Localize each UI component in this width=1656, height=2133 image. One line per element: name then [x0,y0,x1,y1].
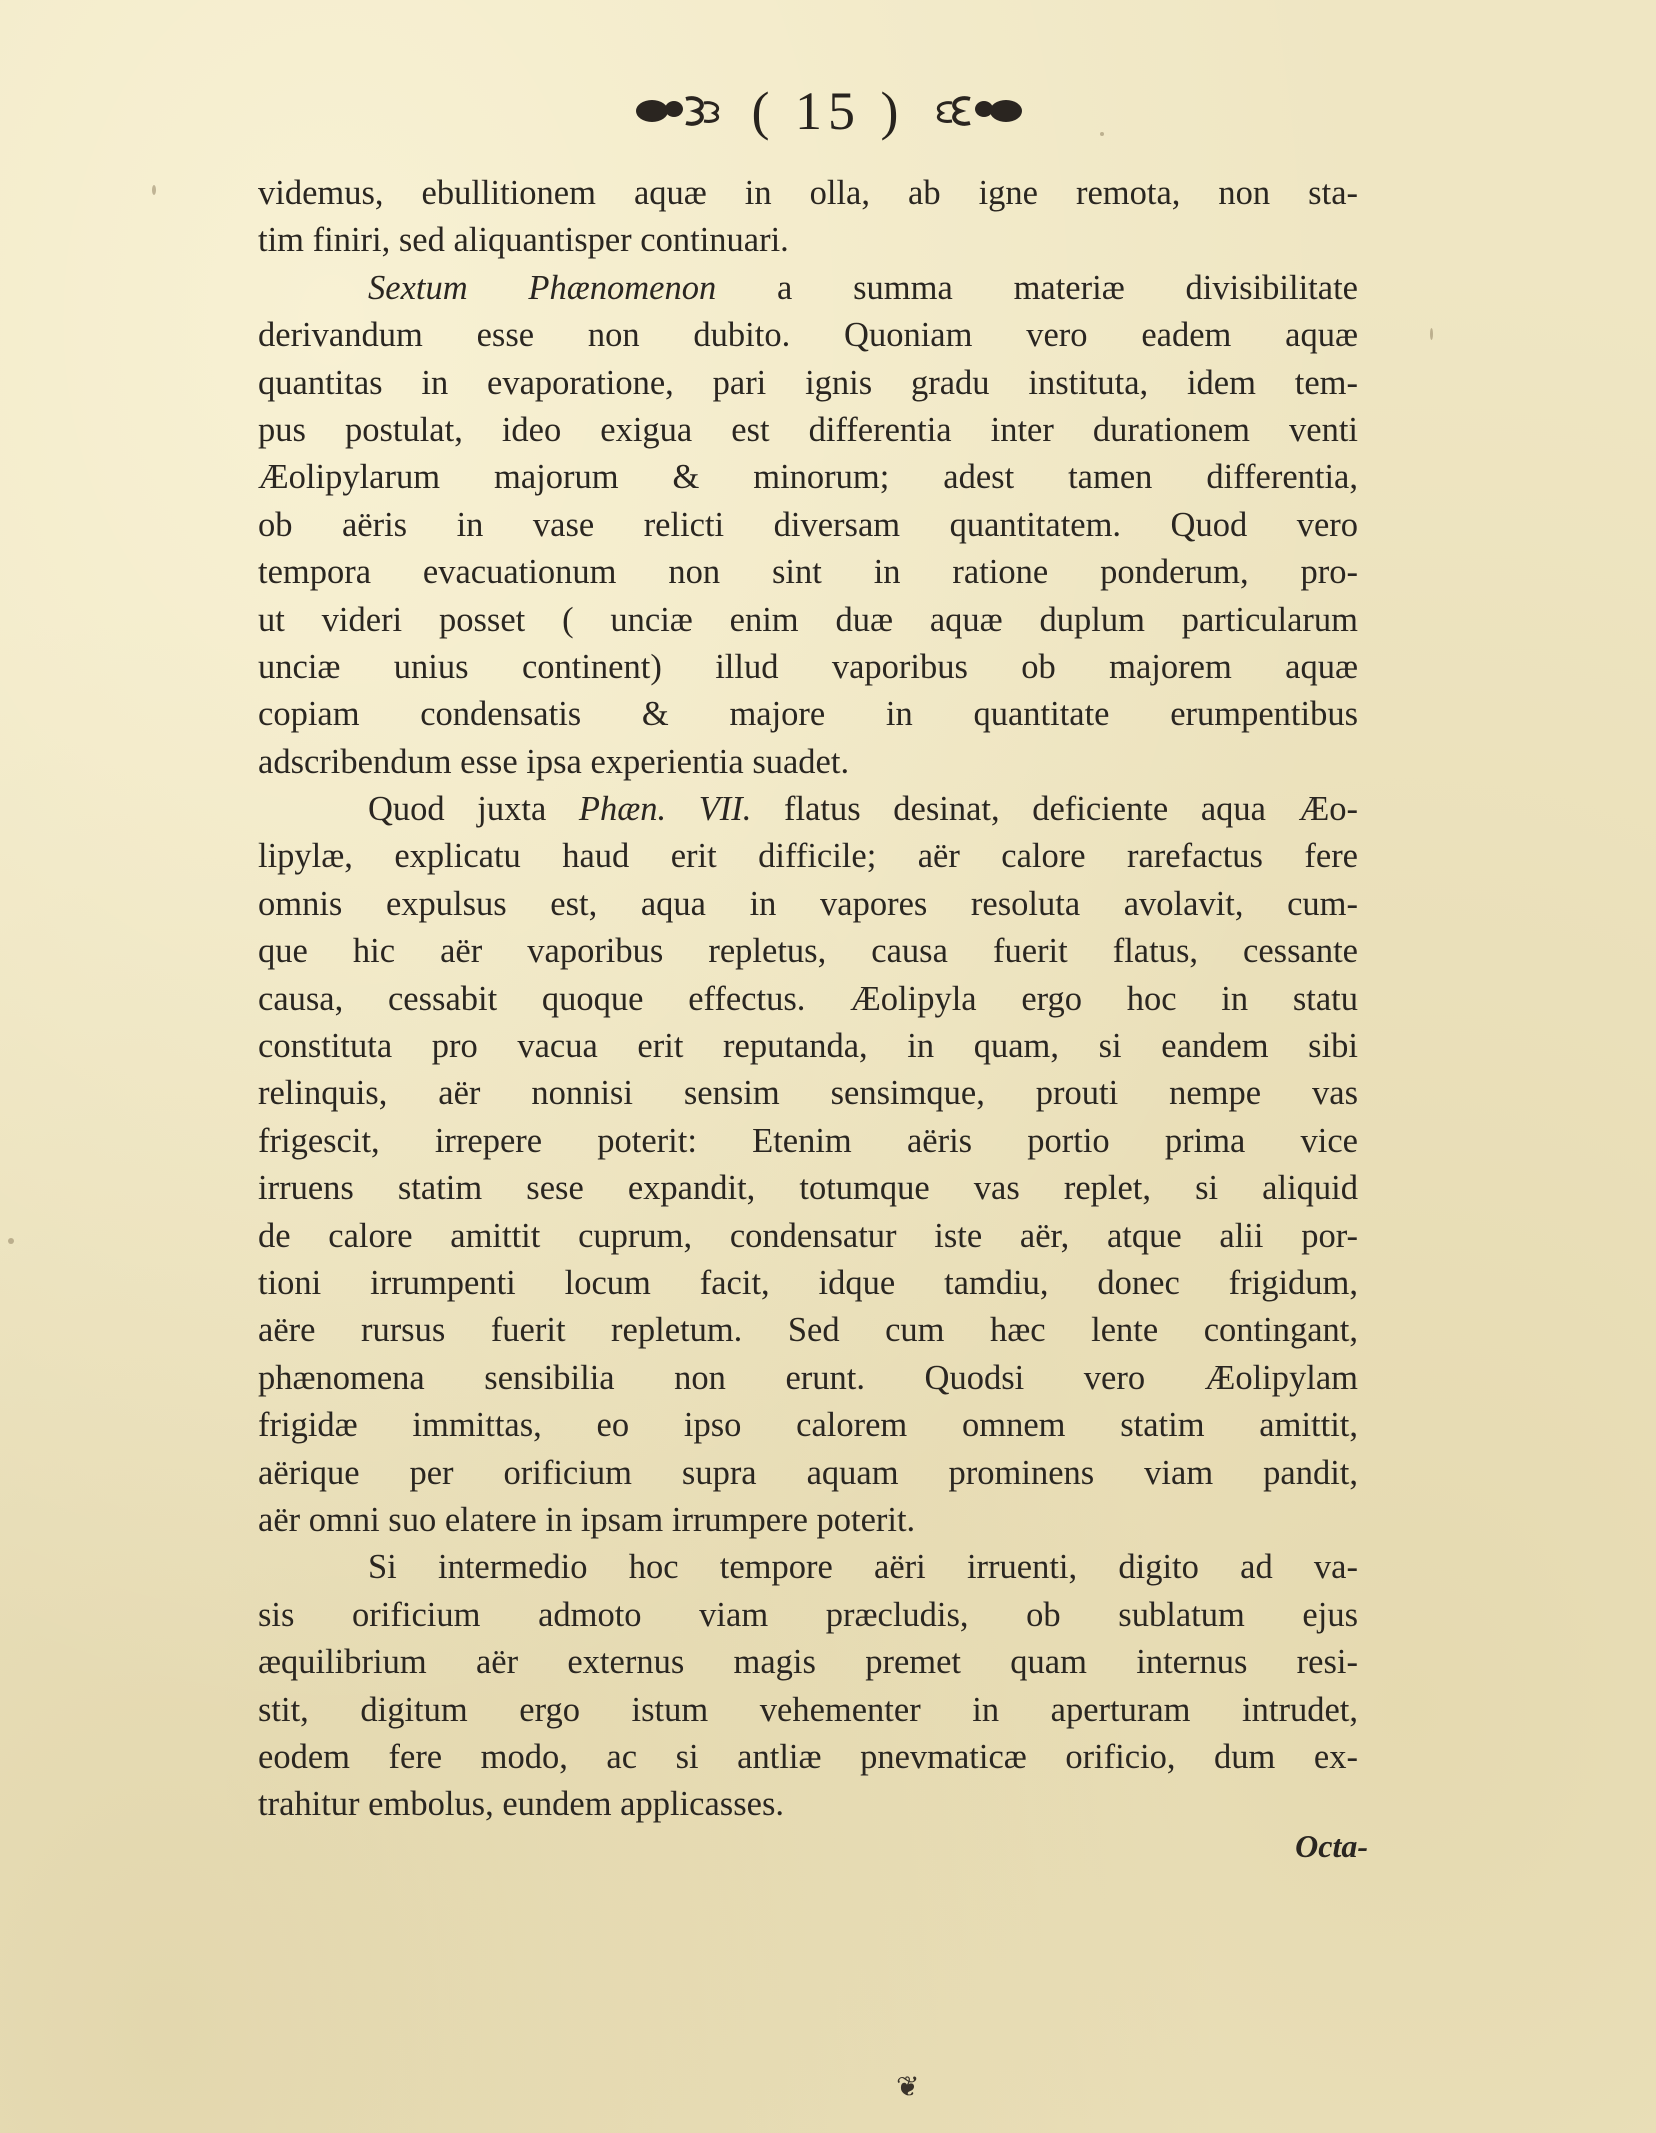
text-line: lipylæ, explicatu haud erit difficile; aër calore rarefactus fere [258,837,1358,876]
text-line: quantitas in evaporatione, pari ignis gradu instituta, idem tem- [258,363,1358,402]
text-line: sis orificium admoto viam præcludis, ob sublatum ejus [258,1595,1358,1634]
page-number: ( 15 ) [751,81,905,141]
italic-term: Sextum Phænomenon [368,268,717,307]
text-line: eodem fere modo, ac si antliæ pnevmaticæ orificio, dum ex- [258,1737,1358,1776]
paper-speck [1100,132,1104,136]
italic-term: Phæn. VII. [578,790,752,829]
text-line: omnis expulsus est, aqua in vapores resoluta avolavit, cum- [258,884,1358,923]
body-text [258,170,1358,1829]
text-line: videmus, ebullitionem aquæ in olla, ab igne remota, non sta- [258,174,1358,212]
text-line: aëre rursus fuerit repletum. Sed cum hæc lente contingant, [258,1311,1358,1350]
text-line: copiam condensatis & majore in quantitate erumpentibus [258,695,1358,734]
ornament-right-icon [926,91,1026,131]
paper-speck [152,185,156,195]
text-line: unciæ unius continent) illud vaporibus ob majorem aquæ [258,647,1358,686]
text-line: que hic aër vaporibus repletus, causa fuerit flatus, cessante [258,932,1358,971]
text-line: aërique per orificium supra aquam prominens viam pandit, [258,1453,1358,1492]
text-line: stit, digitum ergo istum vehementer in aperturam intrudet, [258,1690,1358,1729]
bottom-mark-icon: ❦ [896,2070,920,2103]
ornament-left-icon [630,91,730,131]
text-line: causa, cessabit quoque effectus. Æolipyla ergo hoc in statu [258,979,1358,1018]
text-line: frigescit, irrepere poterit: Etenim aëris portio prima vice [258,1121,1358,1160]
text-line: trahitur embolus, eundem applicasses. [258,1785,784,1824]
text-line: Æolipylarum majorum & minorum; adest tamen differentia, [258,458,1358,497]
text-line: ut videri posset ( unciæ enim duæ aquæ duplum particularum [258,600,1358,639]
text-line: tempora evacuationum non sint in ratione ponderum, pro- [258,553,1358,592]
text-line: adscribendum esse ipsa experientia suadet. [258,742,850,781]
text-line: pus postulat, ideo exigua est differentia inter durationem venti [258,410,1358,449]
paper-speck [1430,328,1433,340]
text-line: irruens statim sese expandit, totumque vas replet, si aliquid [258,1169,1358,1208]
catchword: Octa- [1295,1828,1368,1864]
text-line: tim finiri, sed aliquantisper continuari. [258,221,789,260]
text-line: aër omni suo elatere in ipsam irrumpere poterit. [258,1500,916,1539]
text-line: de calore amittit cuprum, condensatur iste aër, atque alii por- [258,1216,1358,1255]
text-line [258,265,1358,312]
text-line: relinquis, aër nonnisi sensim sensimque, prouti nempe vas [258,1074,1358,1113]
text-run: a summa materiæ divisibilitate [716,268,1358,307]
text-run: flatus desinat, deficiente aqua Æo- [751,790,1359,829]
text-line: phænomena sensibilia non erunt. Quodsi vero Æolipylam [258,1358,1358,1397]
text-line: tioni irrumpenti locum facit, idque tamdiu, donec frigidum, [258,1263,1358,1302]
text-line [258,786,1358,833]
text-line: derivandum esse non dubito. Quoniam vero eadem aquæ [258,316,1358,355]
text-line: Si intermedio hoc tempore aëri irruenti, digito ad va- [368,1548,1358,1587]
text-line: constituta pro vacua erit reputanda, in quam, si eandem sibi [258,1027,1358,1066]
text-line: ob aëris in vase relicti diversam quantitatem. Quod vero [258,505,1358,544]
paper-speck [8,1238,14,1244]
text-run: Quod juxta [368,790,579,829]
text-line: frigidæ immittas, eo ipso calorem omnem statim amittit, [258,1406,1358,1445]
text-line: æquilibrium aër externus magis premet quam internus resi- [258,1643,1358,1682]
page-header [0,80,1656,142]
